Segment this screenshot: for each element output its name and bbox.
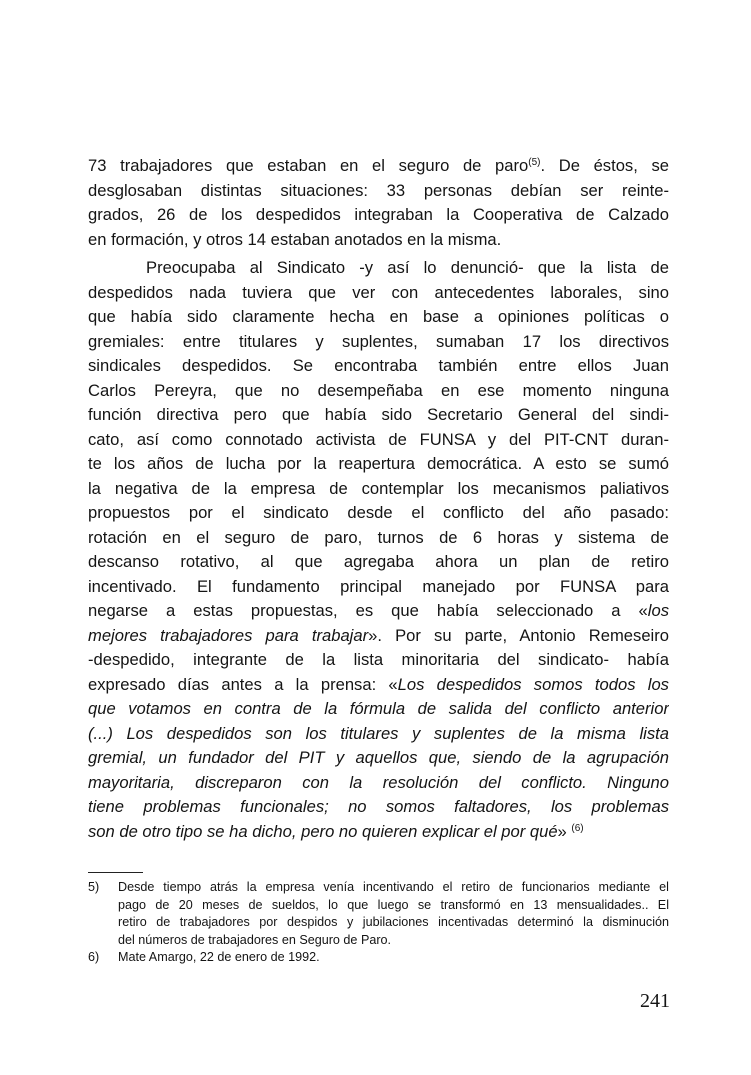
text-segment: ». Por su parte, Antonio Remeseiro	[368, 625, 669, 645]
footnote	[88, 949, 669, 967]
text-segment: función directiva pero que había sido Secretario General del sindi-	[88, 405, 669, 424]
text-line	[88, 795, 669, 820]
text-segment: incentivado. El fundamento principal manejado por FUNSA para	[88, 576, 669, 596]
footnote-number: 6)	[88, 950, 100, 964]
italic-quote: Los despedidos somos todos los	[397, 674, 669, 694]
footnote-text	[118, 879, 669, 949]
text-segment: cato, así como connotado activista de FUNSA y del PIT-CNT duran-	[88, 429, 669, 449]
footnotes	[88, 879, 669, 967]
text-line	[88, 575, 669, 600]
text-line	[88, 154, 669, 179]
italic-quote: mejores trabajadores para trabajar	[88, 625, 369, 645]
text-line	[88, 599, 669, 624]
text-line	[88, 203, 669, 228]
text-line	[88, 722, 669, 747]
footnote	[88, 879, 669, 949]
footnote-text	[118, 949, 669, 967]
footnote-separator	[88, 872, 143, 873]
text-line	[88, 403, 669, 428]
text-line	[88, 771, 669, 796]
text-segment: Carlos Pereyra, que no desempeñaba en ese momento ninguna	[88, 380, 669, 400]
text-line	[88, 379, 669, 404]
body-text	[88, 154, 669, 844]
text-line	[88, 330, 669, 355]
text-segment: »	[557, 821, 572, 841]
italic-quote: son de otro tipo se ha dicho, pero no quieren explicar el por qué	[88, 821, 558, 841]
text-line	[88, 477, 669, 502]
footnote-reference: (5)	[528, 157, 541, 168]
text-line	[88, 179, 669, 204]
text-line	[88, 624, 669, 649]
text-line	[88, 673, 669, 698]
footnote-line: Mate Amargo, 22 de enero de 1992.	[118, 950, 320, 964]
text-segment: . De éstos, se	[540, 156, 669, 175]
italic-quote: gremial, un fundador del PIT y aquellos que, siendo de la agrupación	[88, 748, 669, 767]
page-number: 241	[640, 990, 670, 1012]
footnote-line: pago de 20 meses de sueldos, lo que luego se transformó en 13 mensualidades.. El	[118, 897, 669, 912]
text-segment: rotación en el seguro de paro, turnos de 6 horas y sistema de	[88, 527, 669, 547]
text-line	[88, 648, 669, 673]
italic-quote: que votamos en contra de la fórmula de salida del conflicto anterior	[88, 699, 669, 718]
italic-quote: mayoritaria, discreparon con la resolución del conflicto. Ninguno	[88, 772, 669, 792]
text-segment: la negativa de la empresa de contemplar los mecanismos paliativos	[88, 478, 669, 498]
text-line	[88, 256, 669, 281]
footnote-line: Desde tiempo atrás la empresa venía incentivando el retiro de funcionarios mediante el	[118, 880, 669, 894]
paragraph	[88, 256, 669, 844]
text-segment: descanso rotativo, al que agregaba ahora un plan de retiro	[88, 552, 669, 571]
text-segment: despedidos nada tuviera que ver con antecedentes laborales, sino	[88, 282, 669, 302]
italic-quote: (...) Los despedidos son los titulares y suplentes de la misma lista	[88, 723, 669, 743]
text-line	[88, 354, 669, 379]
text-line	[88, 281, 669, 306]
text-segment: te los años de lucha por la reapertura democrática. A esto se sumó	[88, 454, 669, 473]
text-segment: gremiales: entre titulares y suplentes, sumaban 17 los directivos	[88, 331, 669, 351]
text-line	[88, 746, 669, 771]
text-segment: en formación, y otros 14 estaban anotados en la misma.	[88, 229, 502, 249]
footnote-line: retiro de trabajadores por despidos y jubilaciones incentivadas determinó la disminución	[118, 915, 669, 929]
footnote-number: 5)	[88, 880, 100, 894]
text-line	[88, 228, 669, 253]
text-segment: desglosaban distintas situaciones: 33 personas debían ser reinte-	[88, 180, 669, 200]
text-segment: grados, 26 de los despedidos integraban la Cooperativa de Calzado	[88, 205, 669, 224]
text-segment: Preocupaba al Sindicato -y así lo denunció- que la lista de	[146, 258, 669, 277]
text-segment: 73 trabajadores que estaban en el seguro de paro	[88, 156, 529, 175]
text-line	[88, 550, 669, 575]
text-line	[88, 697, 669, 722]
text-line	[88, 452, 669, 477]
text-line	[88, 526, 669, 551]
text-line	[88, 820, 669, 845]
text-segment: -despedido, integrante de la lista minoritaria del sindicato- había	[88, 650, 669, 669]
text-segment: que había sido claramente hecha en base a opiniones políticas o	[88, 307, 669, 326]
text-segment: sindicales despedidos. Se encontraba también entre ellos Juan	[88, 356, 669, 375]
text-segment: negarse a estas propuestas, es que había seleccionado a «	[88, 601, 648, 620]
italic-quote: tiene problemas funcionales; no somos faltadores, los problemas	[88, 797, 669, 816]
italic-quote: los	[647, 601, 669, 620]
paragraph	[88, 154, 669, 252]
text-line	[88, 305, 669, 330]
footnote-reference: (6)	[571, 822, 584, 834]
text-line	[88, 428, 669, 453]
text-segment: propuestos por el sindicato desde el conflicto del año pasado:	[88, 503, 669, 522]
footnote-line: del números de trabajadores en Seguro de Paro.	[118, 932, 392, 947]
text-line	[88, 501, 669, 526]
text-segment: expresado días antes a la prensa: «	[88, 674, 398, 694]
